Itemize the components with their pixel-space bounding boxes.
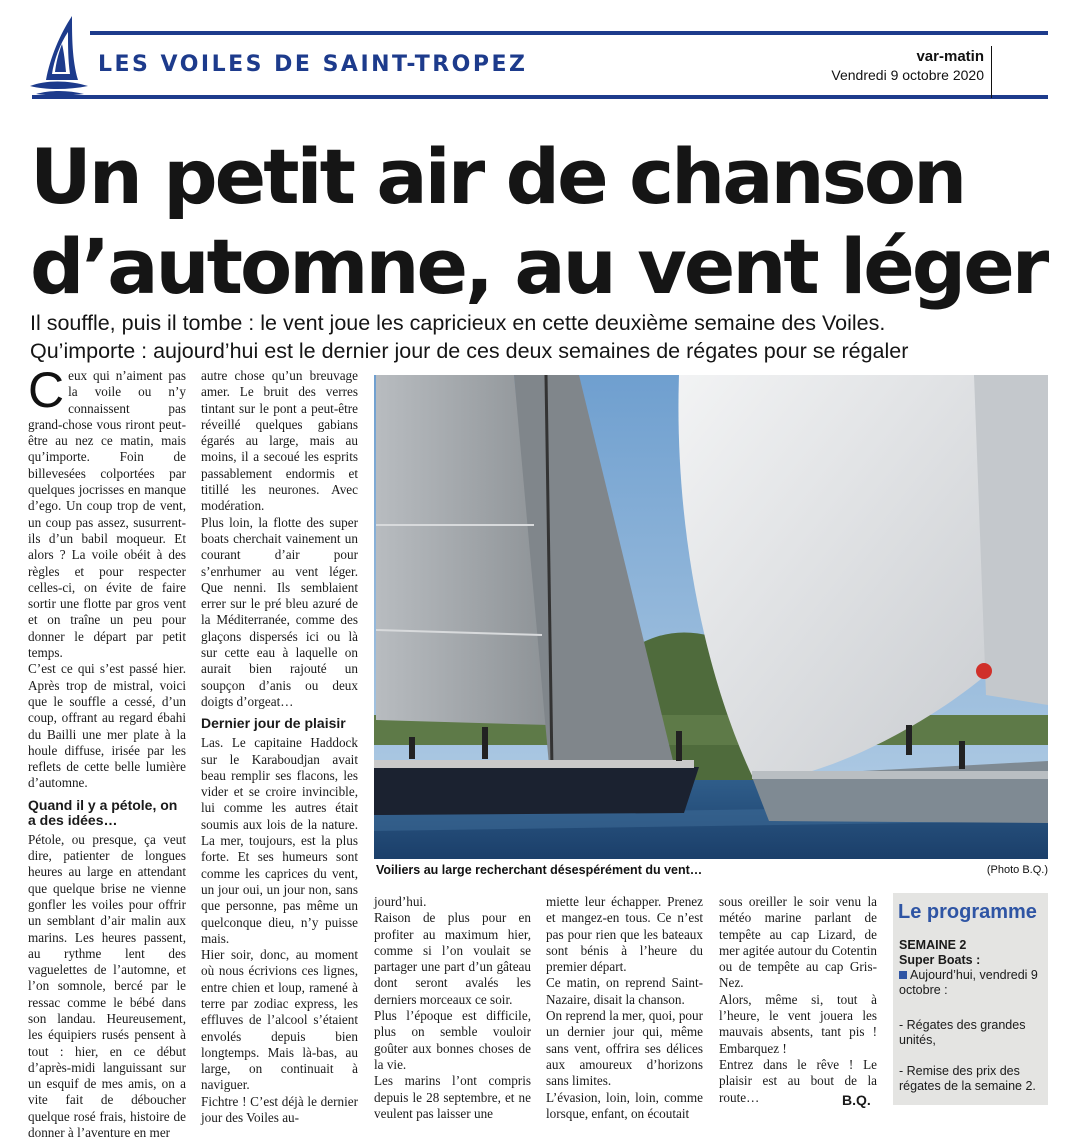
article-paragraph: Hier soir, donc, au moment où nous écrivions ces lignes, entre chien et loup, ramené à terre par zodiac express, les effluves de l’alcool s’étaient envolés depuis bien longtemps. Mais là-bas, au large, on continuait à naviguer. xyxy=(201,947,358,1093)
sailboats-illustration xyxy=(374,375,1048,859)
headline-line-2: d’automne, au vent léger xyxy=(30,222,1047,311)
sailboat-logo-icon xyxy=(28,14,90,98)
article-column-2 xyxy=(201,368,358,1126)
article-paragraph: miette leur échapper. Prenez et mangez-en tous. Ce n’est pas pour rien que les bateaux sont bénis à l’heure du premier départ. xyxy=(546,894,703,975)
article-paragraph: jourd’hui. xyxy=(374,894,427,909)
article-paragraph: Alors, même si, tout à l’heure, le vent jouera les mauvais absents, tant pis ! Embarquez ! xyxy=(719,991,877,1056)
programme-item: - Remise des prix des régates de la semaine 2. xyxy=(899,1064,1036,1093)
programme-week: SEMAINE 2 xyxy=(899,938,967,952)
article-paragraph: L’évasion, loin, loin, comme lorsque, enfant, on écoutait xyxy=(546,1089,703,1121)
header-divider xyxy=(991,46,992,98)
issue-date: Vendredi 9 octobre 2020 xyxy=(831,67,984,83)
article-paragraph: Las. Le capitaine Haddock sur le Karaboudjan avait beau remplir ses flacons, les vider et se croire invincible, lui comme les autres était soumis aux lois de la nature. La mer, toujours, est la plus forte. Et ses humeurs sont comme les caprices du vent, un jour oui, un jour non, sans que personne, pas même un quelconque dieu, n’y puisse mais. xyxy=(201,735,358,946)
photo-caption: Voiliers au large recherchant désespérément du vent… xyxy=(376,863,703,877)
headline xyxy=(30,132,1050,312)
headline-line-1: Un petit air de chanson xyxy=(30,132,965,221)
header-logo xyxy=(28,14,90,98)
article-paragraph: Ce matin, on reprend Saint-Nazaire, disait la chanson. xyxy=(546,975,703,1007)
article-paragraph: On reprend la mer, quoi, pour un dernier jour qui, même sans vent, offrira ses délices aux amoureux d’horizons sans limites. xyxy=(546,1008,703,1089)
article-paragraph: Fichtre ! C’est déjà le dernier jour des Voiles au- xyxy=(201,1093,358,1126)
article-column-3 xyxy=(374,894,531,1122)
article-column-4 xyxy=(546,894,703,1122)
header-top-rule xyxy=(90,31,1048,35)
author-signature: B.Q. xyxy=(842,1092,871,1108)
drop-cap: C xyxy=(28,362,65,418)
deck-line-1: Il souffle, puis il tombe : le vent joue les capricieux en cette deuxième semaine des Voiles. xyxy=(30,311,886,335)
programme-box xyxy=(893,893,1048,1105)
programme-title: Le programme xyxy=(898,901,1037,923)
article-column-1 xyxy=(28,362,186,1141)
article-photo xyxy=(374,375,1048,859)
newspaper-brand: var-matin xyxy=(916,48,984,65)
header-bottom-rule xyxy=(32,95,1048,99)
article-column-5 xyxy=(719,894,877,1106)
article-paragraph: Plus loin, la flotte des super boats cherchait vainement un courant d’air pour s’enrhumer au vent léger. Que nenni. Ils semblaient errer sur le pré bleu azuré de la Méditerranée, comme des glaçons dispersés ici ou là sur cette eau à laquelle on aurait bien rajouté un soupçon d’anis ou deux doigts d’orgeat… xyxy=(201,514,358,709)
article-paragraph: sous oreiller le soir venu la météo marine parlant de tempête au cap Lizard, de mer agitée autour du Cotentin ou de tempête au cap Gris-Nez. xyxy=(719,894,877,991)
article-paragraph: Plus l’époque est difficile, plus on semble vouloir goûter aux bonnes choses de la vie. xyxy=(374,1008,531,1072)
square-bullet-icon xyxy=(899,971,907,979)
subheading: Quand il y a pétole, on a des idées… xyxy=(28,796,178,828)
deck-line-2: Qu’importe : aujourd’hui est le dernier jour de ces deux semaines de régates pour se régaler xyxy=(30,339,909,363)
deck xyxy=(30,309,1060,365)
programme-day: Aujourd’hui, vendredi 9 octobre : xyxy=(899,968,1038,997)
subheading: Dernier jour de plaisir xyxy=(201,715,346,732)
article-paragraph: Ceux qui n’aiment pas la voile ou n’y connaissent pas grand-chose vous riront peut-être au nez ce matin, mais qu’importe. Foin de billevesées colportées par quelques jocrisses en manque d’ego. Un coup trop de vent, un coup pas assez, susurrent-ils d’un babil moqueur. Et alors ? La voile obéit à des règles et pour respecter celles-ci, on évite de faire sortir une flotte par gros vent et on traîne un peu pour donner le départ par petit temps. xyxy=(28,362,186,661)
article-paragraph: Les marins l’ont compris depuis le 28 septembre, et ne veulent pas laisser une xyxy=(374,1073,531,1121)
section-title: LES VOILES DE SAINT-TROPEZ xyxy=(98,52,528,77)
article-paragraph: Entrez dans le rêve ! Le plaisir est au bout de la route… xyxy=(719,1056,877,1105)
article-paragraph: autre chose qu’un breuvage amer. Le bruit des verres tintant sur le pont a peut-être réveillé quelques gabians égarés au large, mais au moins, il a secoué les esprits passablement endormis et titillé les neurones. Avec modération. xyxy=(201,368,358,514)
programme-category: Super Boats : xyxy=(899,953,981,967)
article-paragraph: Raison de plus pour en profiter au maximum hier, comme si l’on voulait se partager une part d’un gâteau dont seront avalés les derniers morceaux ce soir. xyxy=(374,910,531,1007)
article-paragraph: Pétole, ou presque, ça veut dire, patienter de longues heures au large en attendant que quelque brise ne vienne gonfler les voiles pour offrir un semblant d’air malin aux marins. Les heures passent, au rythme lent des vaguelettes de l’automne, et l’on somnole, bercé par le ressac comme le bébé dans son landau. Heureusement, les équipiers rusés pensent à tout : hier, en ce début d’après-midi languissant sur un esquif de mes amis, on a vite fait de déboucher quelque rosé frais, histoire de donner à l’aventure en mer xyxy=(28,831,186,1141)
article-paragraph: C’est ce qui s’est passé hier. Après trop de mistral, voici que le souffle a cessé, d’un coup, offrant au regard ébahi du Bailli une mer plate à la houle diffuse, irisée par les reflets de cette belle lumière d’automne. xyxy=(28,661,186,791)
photo-credit: (Photo B.Q.) xyxy=(986,864,1048,876)
programme-item: - Régates des grandes unités, xyxy=(899,1018,1026,1047)
